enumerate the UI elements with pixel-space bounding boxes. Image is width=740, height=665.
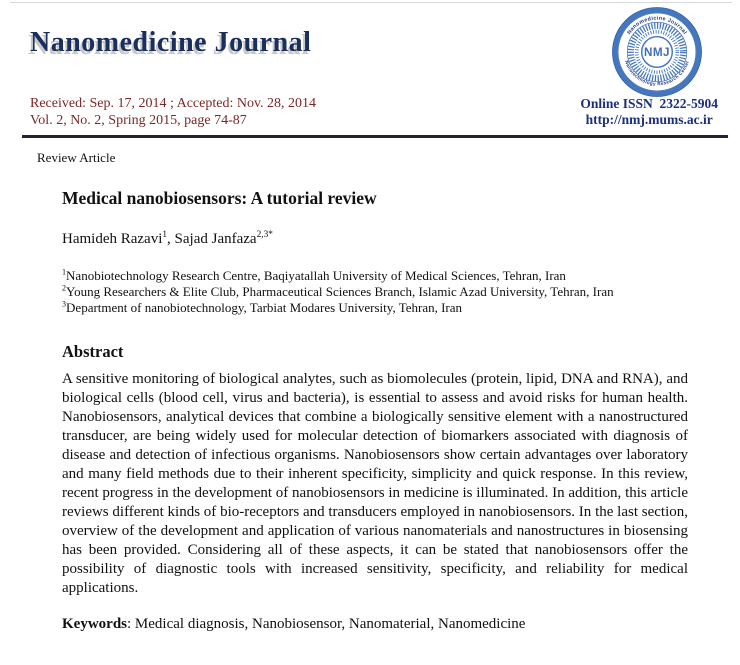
journal-seal-icon bbox=[612, 7, 702, 97]
author-separator: , bbox=[167, 231, 175, 247]
abstract-text: A sensitive monitoring of biological analytes, such as biomolecules (protein, lipid, DNA and RNA), and biological cells (blood cell, virus and bacteria), is essential to assess and avoid risks for human health. Nanobiosensors, analytical devices that combine a biologically sensitive element with a nanostructured transducer, are being widely used for molecular detection of biomarkers associated with diagnosis of disease and detection of infectious organisms. Nanobiosensors show certain advantages over laboratory and many field methods due to their inherent specificity, simplicity and quick response. In this review, recent progress in the development of nanobiosensors in medicine is illuminated. In addition, this article reviews different kinds of bio-receptors and transducers employed in nanobiosensors. In the last section, overview of the development and application of various nanomaterials and nanostructures in biosensing has been provided. Considering all of these aspects, it can be stated that nanobiosensors offer the possibility of diagnostic tools with increased sensitivity, specificity, and reliability for medical applications. bbox=[62, 371, 688, 596]
volume-issue-line: Vol. 2, No. 2, Spring 2015, page 74-87 bbox=[30, 113, 247, 128]
keywords-label: Keywords bbox=[62, 616, 127, 632]
article-body bbox=[62, 188, 688, 633]
online-issn: Online ISSN 2322-5904 bbox=[580, 96, 718, 111]
author-1-name: Hamideh Razavi bbox=[62, 231, 163, 247]
article-type-label: Review Article bbox=[37, 150, 116, 165]
journal-logo bbox=[612, 7, 702, 102]
affiliation-marker: 1 bbox=[62, 267, 67, 277]
issue-meta-row bbox=[0, 93, 740, 129]
journal-url-link[interactable]: http://nmj.mums.ac.ir bbox=[585, 112, 713, 127]
header-divider bbox=[22, 135, 728, 138]
seal-arc-bottom-text: Nanotechnology Research Center bbox=[623, 59, 690, 87]
issn-block bbox=[580, 96, 718, 128]
abstract-heading: Abstract bbox=[62, 342, 124, 361]
seal-arc-top-text: Nanomedicine Journal bbox=[626, 15, 688, 36]
affiliation-text: Department of nanobiotechnology, Tarbiat Modares University, Tehran, Iran bbox=[66, 300, 463, 315]
affiliation-row bbox=[62, 284, 688, 300]
dates-and-issue bbox=[30, 95, 316, 129]
affiliation-text: Young Researchers & Elite Club, Pharmaceutical Sciences Branch, Islamic Azad University, Tehran, Iran bbox=[66, 284, 614, 299]
affiliations-block bbox=[62, 268, 688, 316]
affiliation-text: Nanobiotechnology Research Centre, Baqiyatallah University of Medical Sciences, Tehran, Iran bbox=[66, 268, 566, 283]
article-title: Medical nanobiosensors: A tutorial review bbox=[62, 188, 377, 208]
affiliation-row bbox=[62, 300, 688, 316]
affiliation-row bbox=[62, 268, 688, 284]
author-1-affiliation-marker: 1 bbox=[162, 230, 168, 240]
keywords-line bbox=[62, 616, 688, 633]
received-accepted-line: Received: Sep. 17, 2014 ; Accepted: Nov. 28, 2014 bbox=[30, 96, 317, 111]
author-2-name: Sajad Janfaza bbox=[174, 231, 257, 247]
authors-line bbox=[62, 231, 688, 248]
author-2-affiliation-marker: 2,3* bbox=[256, 230, 273, 240]
affiliation-marker: 3 bbox=[62, 299, 67, 309]
seal-monogram: NMJ bbox=[643, 46, 671, 60]
journal-header bbox=[0, 3, 740, 93]
keywords-text: : Medical diagnosis, Nanobiosensor, Nanomaterial, Nanomedicine bbox=[127, 616, 526, 632]
affiliation-marker: 2 bbox=[62, 283, 67, 293]
journal-name: Nanomedicine Journal bbox=[30, 27, 312, 58]
